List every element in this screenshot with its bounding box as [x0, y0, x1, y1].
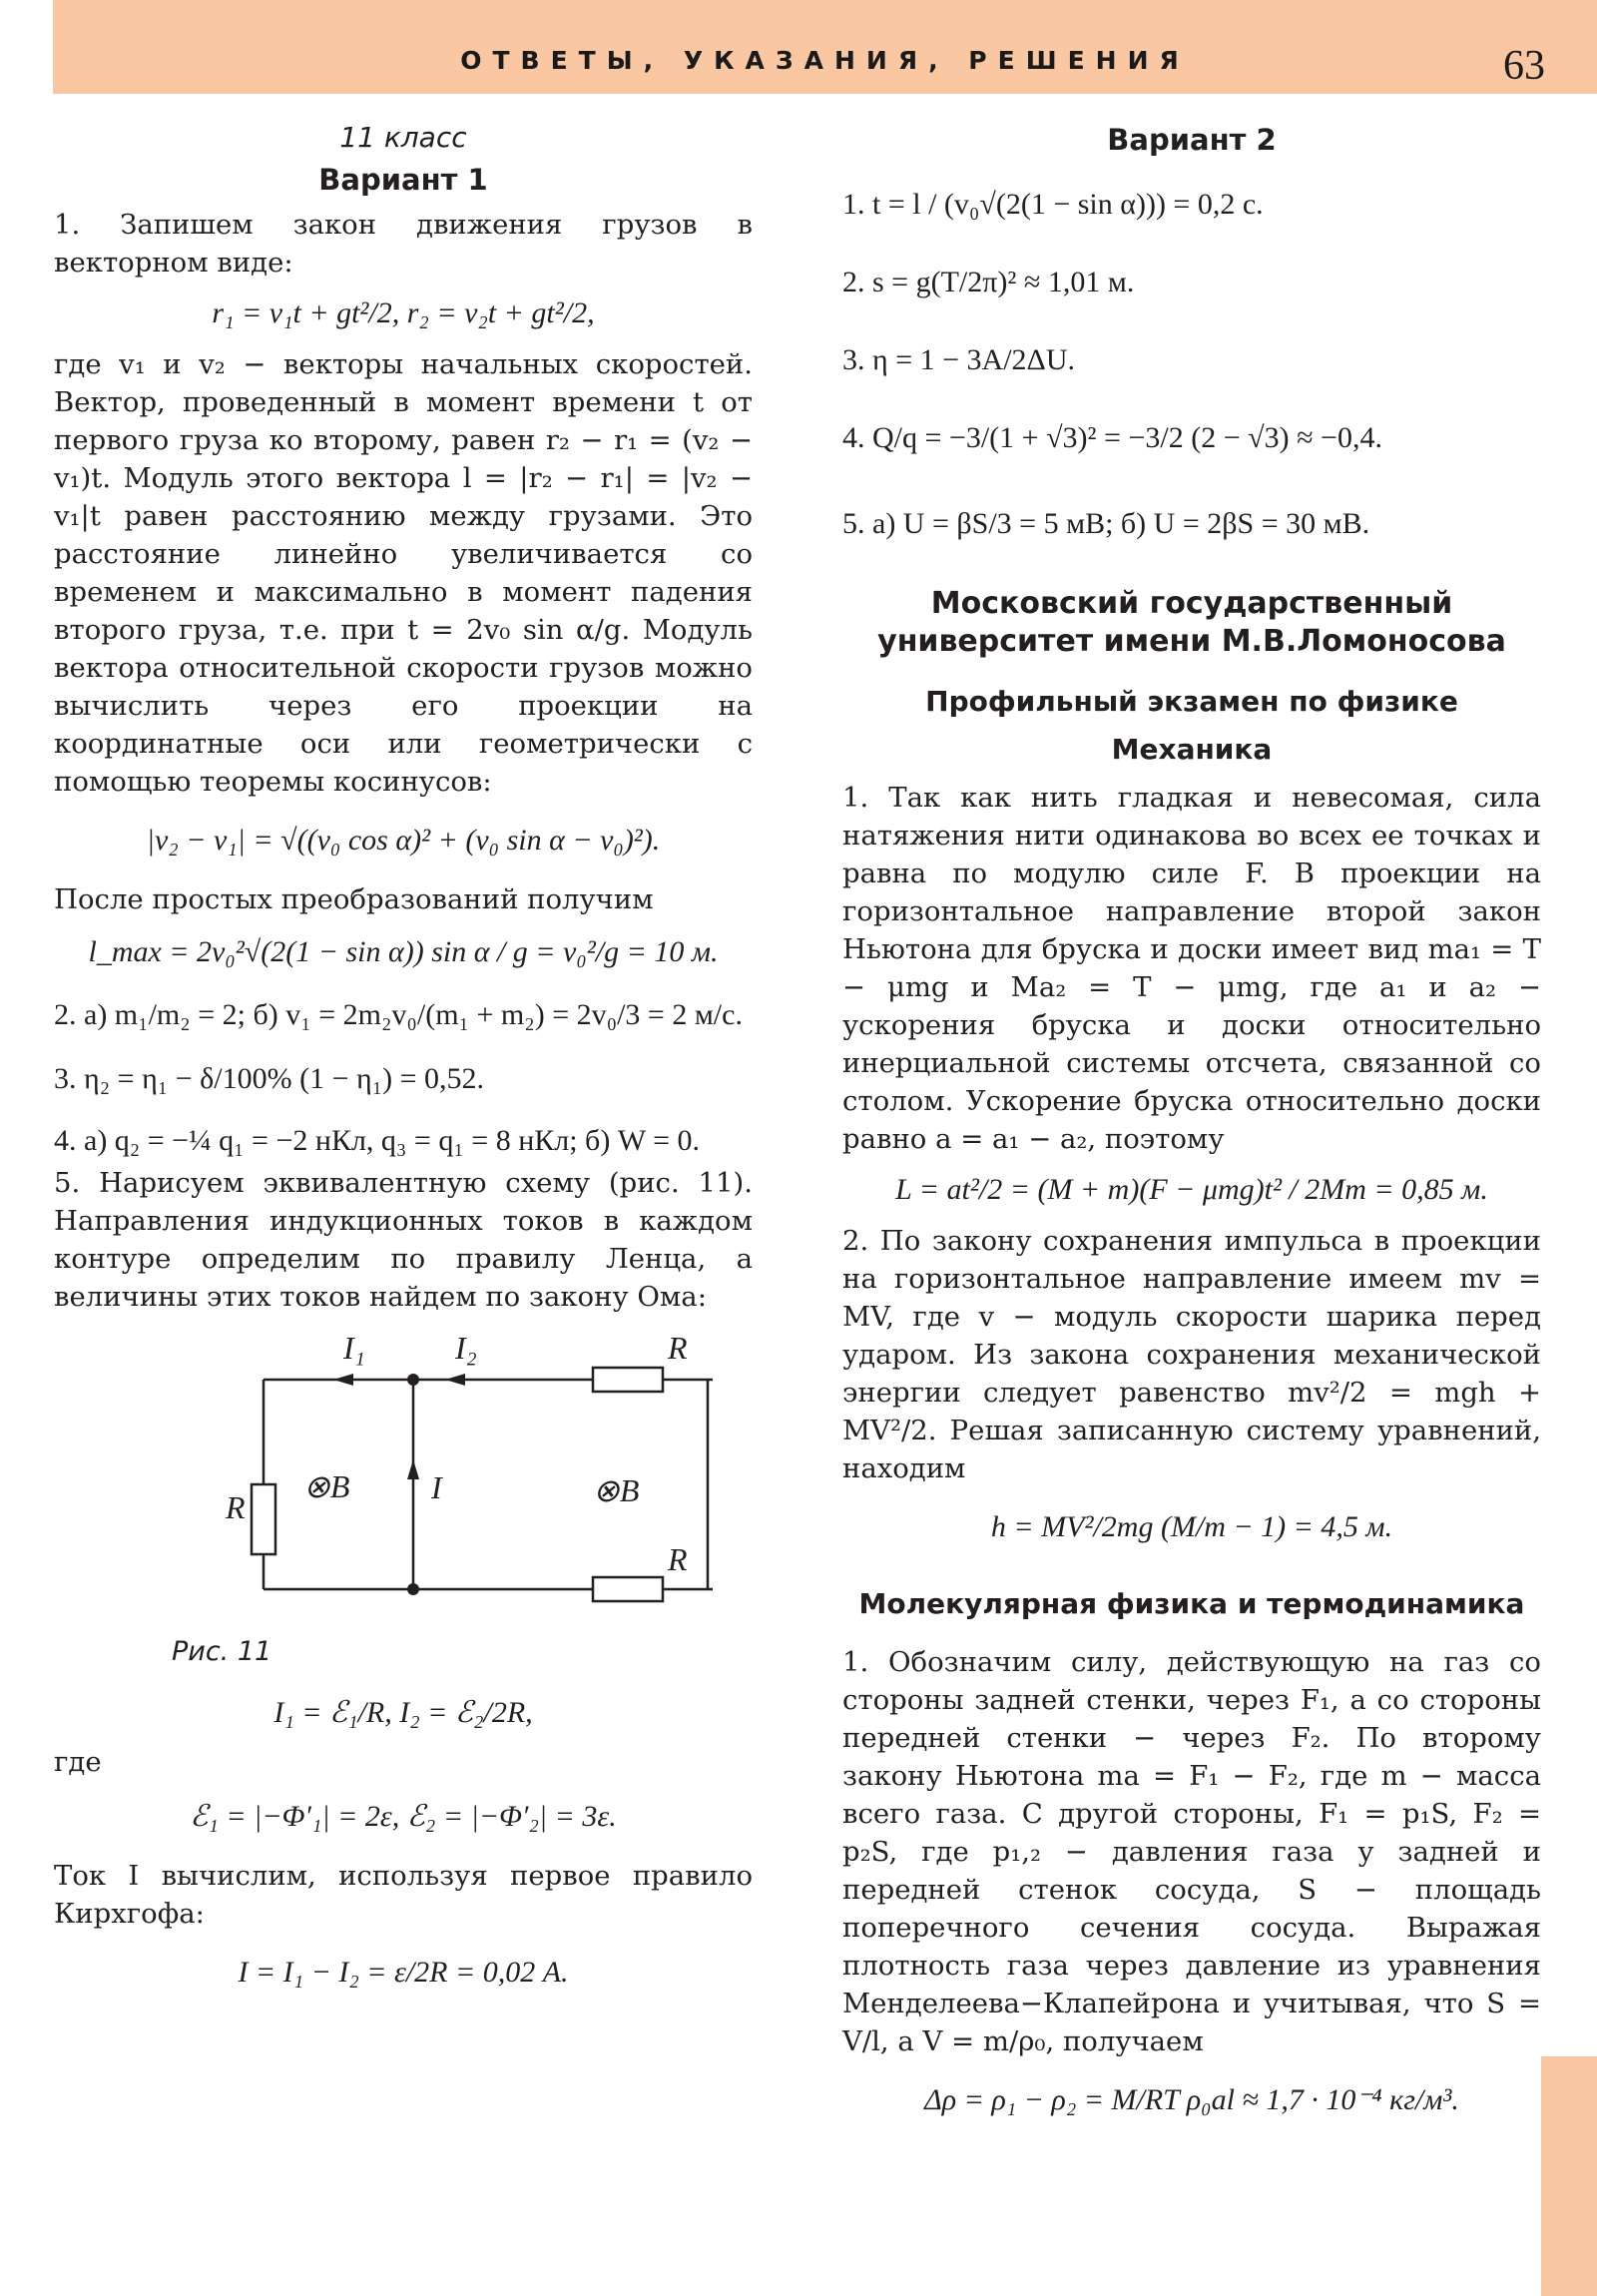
- v2-answer-2: 2. s = g(T/2π)² ≈ 1,01 м.: [842, 266, 1135, 298]
- formula-L: L = at²/2 = (M + m)(F − μmg)t² / 2Mm = 0,85 м.: [895, 1173, 1488, 1206]
- figure-caption: Рис. 11: [172, 1636, 272, 1667]
- label-B-left: ⊗B: [303, 1468, 350, 1504]
- circuit-figure: [154, 1330, 713, 1629]
- problem-1-transform: После простых преобразований получим: [54, 883, 654, 915]
- running-title: ОТВЕТЫ, УКАЗАНИЯ, РЕШЕНИЯ: [460, 46, 1190, 75]
- label-B-right: ⊗B: [593, 1472, 640, 1508]
- formula-ohm: I₁ = ℰ₁/R, I₂ = ℰ₂/2R,: [273, 1696, 533, 1729]
- grade-heading: 11 класс: [339, 121, 467, 154]
- arrow-I: [407, 1459, 419, 1479]
- university-line-2: университет имени М.В.Ломоносова: [877, 624, 1506, 659]
- formula-lmax: l_max = 2v₀²√(2(1 − sin α)) sin α / g = v₀²/g = 10 м.: [88, 935, 719, 968]
- answer-4: 4. а) q₂ = −¼ q₁ = −2 нКл, q₃ = q₁ = 8 нКл; б) W = 0.: [54, 1124, 701, 1157]
- answer-2: 2. а) m₁/m₂ = 2; б) v₁ = 2m₂v₀/(m₁ + m₂) = 2v₀/3 = 2 м/с.: [54, 998, 743, 1031]
- label-I2: I₂: [455, 1330, 477, 1366]
- corner-tab: [1541, 2056, 1597, 2296]
- formula-h: h = MV²/2mg (M/m − 1) = 4,5 м.: [990, 1510, 1393, 1543]
- resistor-top: [593, 1368, 663, 1392]
- mechanics-problem-2: 2. По закону сохранения импульса в проекции на горизонтальное направление имеем mv = MV, где v − модуль скорости шарика перед ударом. Из закона сохранения механической энергии следует равенство mv²/2 = mgh + MV²/2. Решая записанную систему уравнений, находим: [842, 1225, 1541, 1484]
- mechanics-problem-1: 1. Так как нить гладкая и невесомая, сила натяжения нити одинакова во всех ее точках и равна по модулю силе F. В проекции на горизонтальное направление второй закон Ньютона для бруска и доски имеет вид ma₁ = T − μmg и Ma₂ = T − μmg, где a₁ и a₂ − ускорения бруска и доски относительно инерциальной системы отсчета, связанной со столом. Ускорение бруска относительно доски равно a = a₁ − a₂, поэтому: [842, 782, 1541, 1155]
- exam-heading: Профильный экзамен по физике: [925, 685, 1458, 718]
- right-column: [842, 118, 1541, 2122]
- page-number: 63: [1503, 43, 1545, 89]
- molecular-heading: Молекулярная физика и термодинамика: [858, 1587, 1525, 1620]
- university-line-1: Московский государственный: [930, 586, 1453, 621]
- v2-answer-3: 3. η = 1 − 3A/2ΔU.: [842, 343, 1075, 376]
- formula-relative-speed: |v₂ − v₁| = √((v₀ cos α)² + (v₀ sin α − v₀)²).: [146, 824, 661, 857]
- problem-1-text: 1. Запишем закон движения грузов в векторном виде:: [54, 209, 753, 279]
- label-I1: I₁: [343, 1330, 365, 1366]
- label-R-left: R: [226, 1489, 246, 1525]
- label-R-top: R: [668, 1330, 688, 1366]
- resistor-left: [252, 1484, 275, 1554]
- variant-1-heading: Вариант 1: [318, 163, 488, 197]
- arrow-I2: [445, 1374, 465, 1386]
- formula-motion: r₁ = v₁t + gt²/2, r₂ = v₂t + gt²/2,: [212, 296, 595, 329]
- problem-5-where: где: [54, 1746, 102, 1778]
- label-I: I: [431, 1469, 442, 1505]
- thermo-problem-1: 1. Обозначим силу, действующую на газ со стороны задней стенки, через F₁, а со стороны передней стенки − через F₂. По второму закону Ньютона ma = F₁ − F₂, где m − масса всего газа. С другой стороны, F₁ = p₁S, F₂ = p₂S, где p₁,₂ − давления газа у задней и передней стенок сосуда, S − площадь поперечного сечения сосуда. Выражая плотность газа через давление из уравнения Менделеева−Клапейрона и учитывая, что S = V/l, а V = m/ρ₀, получаем: [842, 1646, 1541, 2057]
- label-R-bottom: R: [668, 1541, 688, 1577]
- v2-answer-5: 5. а) U = βS/3 = 5 мВ; б) U = 2βS = 30 мВ.: [842, 507, 1370, 540]
- junction-bottom: [407, 1583, 419, 1595]
- v2-answer-1: 1. t = l / (v₀√(2(1 − sin α))) = 0,2 с.: [842, 188, 1264, 221]
- formula-emf: ℰ₁ = |−Φ′₁| = 2ε, ℰ₂ = |−Φ′₂| = 3ε.: [190, 1800, 617, 1833]
- variant-2-heading: Вариант 2: [1107, 123, 1277, 157]
- problem-1-explanation: где v₁ и v₂ − векторы начальных скоростей. Вектор, проведенный в момент времени t от первого груза ко второму, равен r₂ − r₁ = (v₂ − v₁)t. Модуль этого вектора l = |r₂ − r₁| = |v₂ − v₁|t равен расстоянию между грузами. Это расстояние линейно увеличивается со временем и максимально в момент падения второго груза, т.е. при t = 2v₀ sin α/g. Модуль вектора относительной скорости грузов можно вычислить через его проекции на координатные оси или геометрически с помощью теоремы косинусов:: [54, 348, 753, 798]
- resistor-bottom: [593, 1577, 663, 1601]
- mechanics-heading: Механика: [1111, 733, 1273, 766]
- page-header: [53, 0, 1597, 94]
- problem-5-text: 5. Нарисуем эквивалентную схему (рис. 11). Направления индукционных токов в каждом контуре определим по правилу Ленца, а величины этих токов найдем по закону Ома:: [54, 1167, 753, 1313]
- problem-5-kirchhoff: Ток I вычислим, используя первое правило Кирхгофа:: [54, 1860, 753, 1930]
- left-column: [54, 118, 753, 1995]
- junction-top: [407, 1374, 419, 1386]
- arrow-I1: [333, 1374, 353, 1386]
- v2-answer-4: 4. Q/q = −3/(1 + √3)² = −3/2 (2 − √3) ≈ −0,4.: [842, 421, 1382, 454]
- formula-current: I = I₁ − I₂ = ε/2R = 0,02 А.: [238, 1956, 569, 1989]
- formula-delta-rho: Δρ = ρ₁ − ρ₂ = M/RT ρ₀al ≈ 1,7 · 10⁻⁴ кг/м³.: [924, 2083, 1459, 2116]
- answer-3: 3. η₂ = η₁ − δ/100% (1 − η₁) = 0,52.: [54, 1062, 485, 1095]
